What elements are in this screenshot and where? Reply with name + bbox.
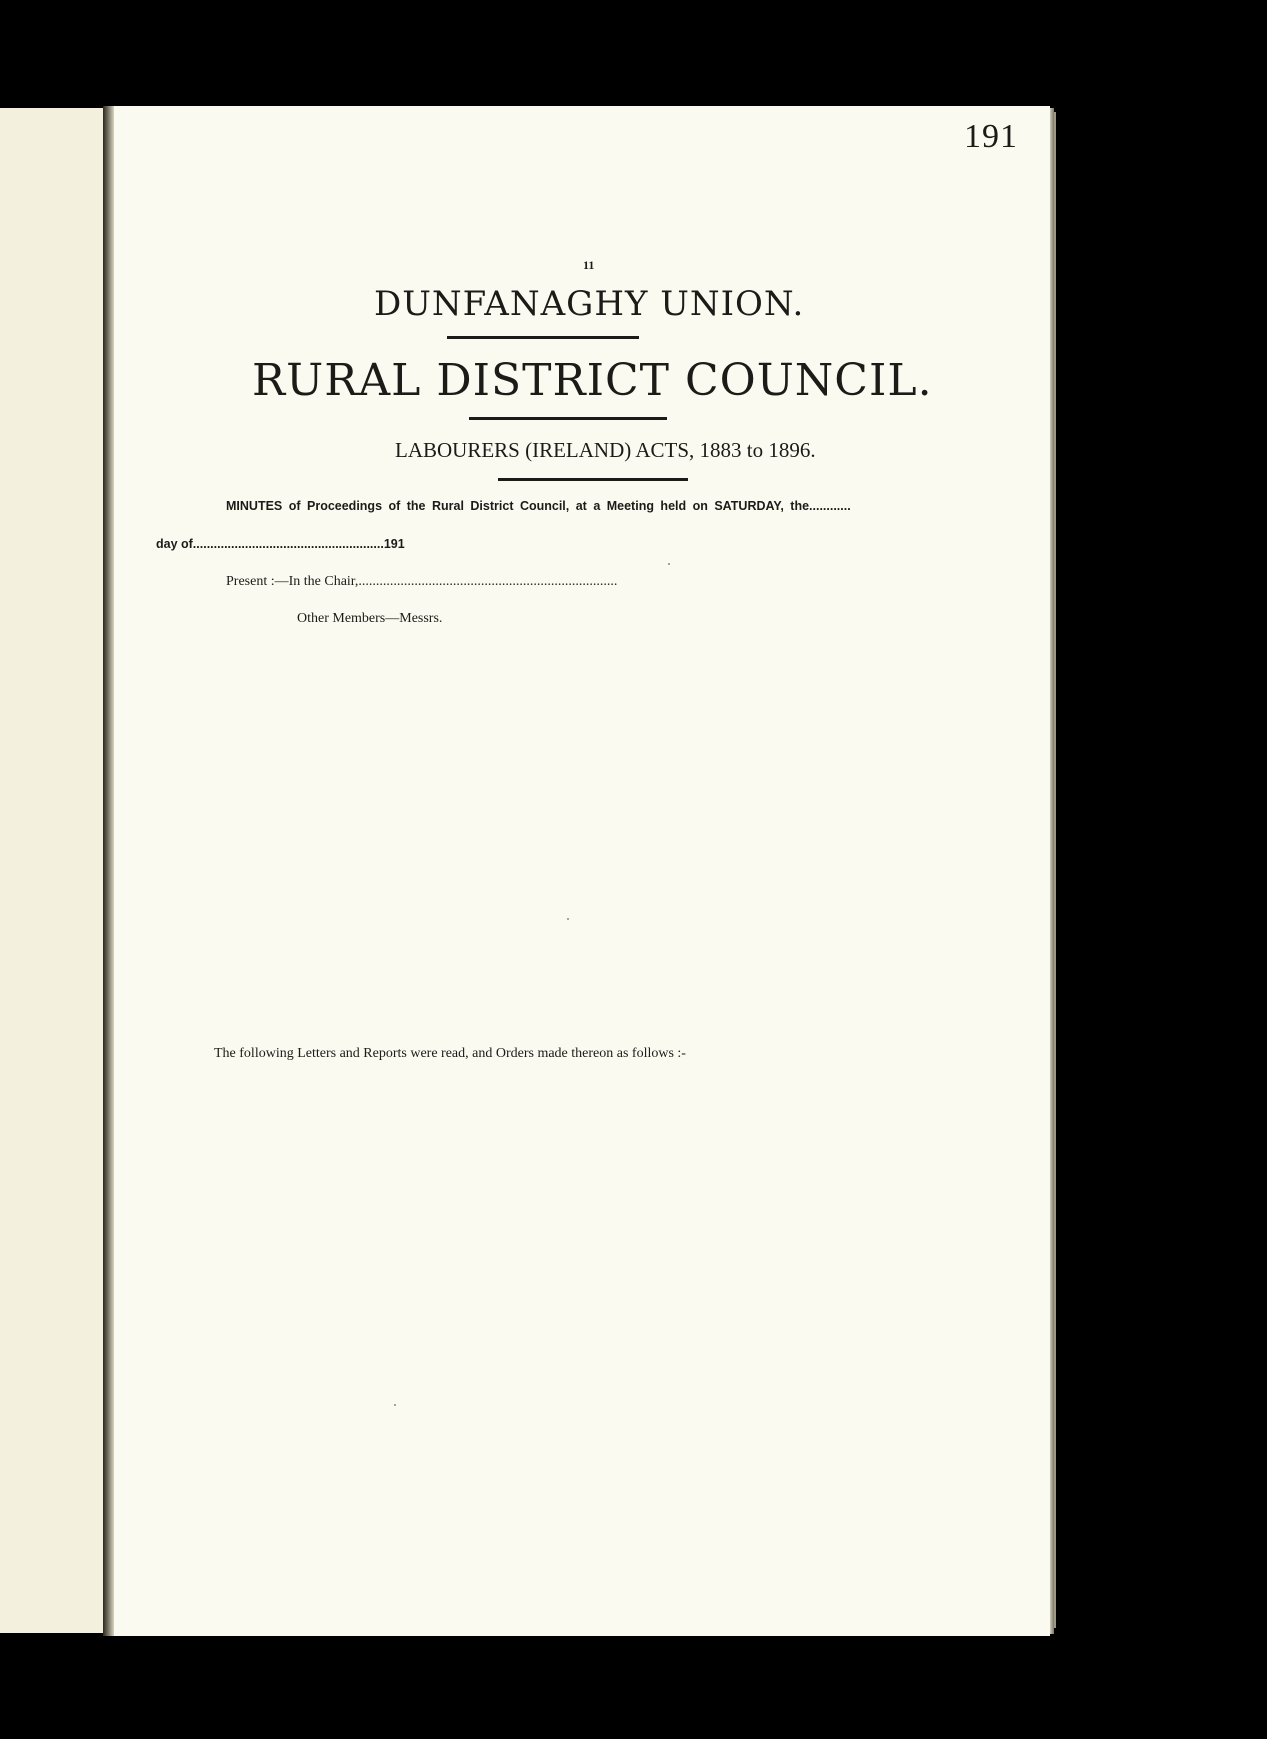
union-title: DUNFANAGHY UNION. — [374, 284, 805, 324]
day-line: day of.......................................................191 — [156, 537, 405, 551]
acts-heading: LABOURERS (IRELAND) ACTS, 1883 to 1896. — [395, 438, 816, 462]
members-line: Other Members—Messrs. — [297, 611, 443, 626]
rule-under-council — [469, 417, 667, 420]
page-edge-stack — [1054, 112, 1056, 1628]
facing-page-left — [0, 108, 103, 1633]
council-title: RURAL DISTRICT COUNCIL. — [252, 355, 933, 406]
page-number: 191 — [964, 118, 1018, 155]
paper-speck — [668, 563, 670, 565]
paper-speck — [394, 1404, 396, 1406]
rule-under-acts — [498, 478, 688, 481]
present-line: Present :—In the Chair,.......................................................................... — [226, 574, 618, 589]
minutes-line: MINUTES of Proceedings of the Rural District Council, at a Meeting held on SATURDAY, the............ — [226, 499, 851, 513]
rule-under-union — [447, 336, 639, 339]
form-number: 11 — [583, 258, 595, 272]
letters-line: The following Letters and Reports were read, and Orders made thereon as follows :- — [214, 1046, 686, 1061]
book-gutter — [103, 106, 114, 1636]
paper-speck — [567, 918, 569, 920]
